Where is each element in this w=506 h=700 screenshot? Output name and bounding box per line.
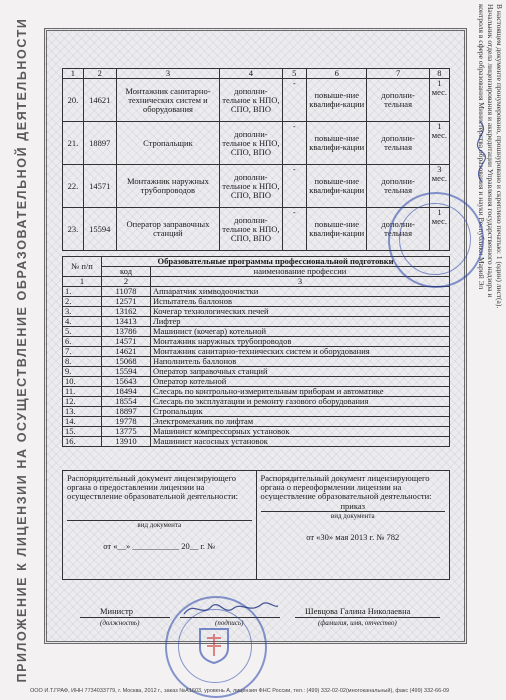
table-row bbox=[63, 377, 450, 387]
table-row bbox=[63, 367, 450, 377]
row-cell-code: 15594 bbox=[83, 208, 116, 251]
header-cell: 8 bbox=[429, 69, 449, 79]
name-caption: (фамилия, имя, отчество) bbox=[318, 619, 397, 627]
handwritten-signature-icon bbox=[180, 598, 280, 620]
issue-document-type bbox=[67, 511, 252, 521]
row-cell-n: 21. bbox=[63, 122, 84, 165]
row-cell-n: 15. bbox=[63, 427, 102, 437]
row-cell-name: Монтажник санитарно-технических систем и оборудования bbox=[116, 79, 220, 122]
row-cell-name: Монтажник наружных трубопроводов bbox=[151, 337, 450, 347]
row-cell-name: Слесарь по эксплуатации и ремонту газового оборудования bbox=[151, 397, 450, 407]
table-title: Образовательные программы профессиональной подготовки bbox=[102, 257, 450, 267]
header-cell: 1 bbox=[63, 69, 84, 79]
reissue-document-date: от «30» мая 2013 г. № 782 bbox=[306, 532, 400, 542]
vocational-programs-table bbox=[62, 256, 450, 447]
row-cell-n: 14. bbox=[63, 417, 102, 427]
table-row bbox=[63, 317, 450, 327]
row-cell-name: Оператор заправочных станций bbox=[116, 208, 220, 251]
row-cell-code: 15594 bbox=[102, 367, 151, 377]
table-row bbox=[63, 417, 450, 427]
license-documents-table bbox=[62, 470, 450, 580]
table-row bbox=[63, 307, 450, 317]
table-subheader-row bbox=[63, 267, 450, 277]
row-cell-kind: повыше-ние квалифи-кации bbox=[307, 208, 367, 251]
table-row bbox=[63, 79, 450, 122]
issue-document-cell bbox=[63, 471, 257, 580]
position-line bbox=[80, 617, 170, 618]
row-cell-n: 4. bbox=[63, 317, 102, 327]
table-row bbox=[63, 397, 450, 407]
reissue-document-text: Распорядительный документ лицензирующего органа о переоформлении лицензии на осуществление образовательной деятельности: bbox=[260, 473, 432, 501]
row-cell-name: Монтажник наружных трубопроводов bbox=[116, 165, 220, 208]
row-cell-code: 14621 bbox=[83, 79, 116, 122]
row-cell-code: 13775 bbox=[102, 427, 151, 437]
table-row bbox=[63, 471, 450, 580]
row-cell-name: Машинист (кочегар) котельной bbox=[151, 327, 450, 337]
table-row bbox=[63, 427, 450, 437]
row-cell-n: 23. bbox=[63, 208, 84, 251]
row-cell-c5: - bbox=[282, 79, 307, 122]
row-cell-n: 6. bbox=[63, 337, 102, 347]
printer-footer: ООО И.Т.ГРАФ, ИНН 7734033779, г. Москва, 2012 г., заказ №А1603, уровень А, лицензия ФНС России, тел.: (499) 332-02-02(многоканальный), факс (499) 332-66-09 bbox=[30, 688, 450, 694]
row-cell-n: 13. bbox=[63, 407, 102, 417]
table-header-row bbox=[63, 69, 450, 79]
row-cell-edu: дополни-тельное к НПО, СПО, ВПО bbox=[220, 122, 282, 165]
row-cell-n: 11. bbox=[63, 387, 102, 397]
row-cell-code: 18897 bbox=[83, 122, 116, 165]
row-cell-c5: - bbox=[282, 122, 307, 165]
row-cell-n: 16. bbox=[63, 437, 102, 447]
row-cell-kind: повыше-ние квалифи-кации bbox=[307, 165, 367, 208]
row-cell-name: Монтажник санитарно-технических систем и оборудования bbox=[151, 347, 450, 357]
certification-signature-icon bbox=[462, 118, 498, 188]
table-row bbox=[63, 297, 450, 307]
row-cell-form: дополни-тельная bbox=[367, 79, 429, 122]
row-cell-name: Аппаратчик химводоочистки bbox=[151, 287, 450, 297]
row-cell-code: 13910 bbox=[102, 437, 151, 447]
row-cell-c5: - bbox=[282, 165, 307, 208]
official-seal-stamp-inner bbox=[399, 203, 471, 275]
row-cell-code: 18494 bbox=[102, 387, 151, 397]
row-cell-edu: дополни-тельное к НПО, СПО, ВПО bbox=[220, 79, 282, 122]
index-cell: 3 bbox=[151, 277, 450, 287]
table-row bbox=[63, 437, 450, 447]
table-row bbox=[63, 287, 450, 297]
row-cell-n: 3. bbox=[63, 307, 102, 317]
row-cell-n: 1. bbox=[63, 287, 102, 297]
table-index-row bbox=[63, 277, 450, 287]
row-cell-name: Стропальщик bbox=[151, 407, 450, 417]
right-margin-note-text: В настоящем документе пронумеровано, прошнуровано и скреплено печатью: 1 (один) лист(а). Начальник отдела лицензирования и аккредитации Управления государственного надзора и контроля в сфере образования Министерства образования и науки Республики Марий Эл bbox=[477, 4, 504, 309]
header-cell: 3 bbox=[116, 69, 220, 79]
row-cell-n: 2. bbox=[63, 297, 102, 307]
row-cell-form: дополни-тельная bbox=[367, 208, 429, 251]
row-cell-code: 15643 bbox=[102, 377, 151, 387]
row-cell-term: 1 мес. bbox=[429, 79, 449, 122]
header-cell: 5 bbox=[282, 69, 307, 79]
row-cell-c5: - bbox=[282, 208, 307, 251]
row-cell-n: 9. bbox=[63, 367, 102, 377]
table-row bbox=[63, 347, 450, 357]
row-cell-term: 1 мес. bbox=[429, 122, 449, 165]
index-cell: 1 bbox=[63, 277, 102, 287]
position-caption: (должность) bbox=[100, 619, 140, 627]
sidebar-vertical-title bbox=[0, 0, 44, 700]
row-cell-code: 18554 bbox=[102, 397, 151, 407]
table-row bbox=[63, 337, 450, 347]
table-row bbox=[63, 165, 450, 208]
issue-document-text: Распорядительный документ лицензирующего органа о предоставлении лицензии на осуществление образовательной деятельности: bbox=[67, 473, 239, 501]
header-cell: 6 bbox=[307, 69, 367, 79]
row-cell-n: 10. bbox=[63, 377, 102, 387]
row-cell-code: 11078 bbox=[102, 287, 151, 297]
row-cell-code: 18897 bbox=[102, 407, 151, 417]
row-cell-form: дополни-тельная bbox=[367, 122, 429, 165]
row-cell-kind: повыше-ние квалифи-кации bbox=[307, 122, 367, 165]
issue-document-date: от «__» ___________ 20__ г. № bbox=[103, 541, 216, 551]
row-cell-n: 7. bbox=[63, 347, 102, 357]
table-row bbox=[63, 122, 450, 165]
row-cell-name: Кочегар технологических печей bbox=[151, 307, 450, 317]
reissue-document-type: приказ bbox=[261, 502, 446, 512]
sidebar-title-text: ПРИЛОЖЕНИЕ К ЛИЦЕНЗИИ НА ОСУЩЕСТВЛЕНИЕ ОБРАЗОВАТЕЛЬНОЙ ДЕЯТЕЛЬНОСТИ bbox=[15, 17, 29, 683]
header-cell: 7 bbox=[367, 69, 429, 79]
row-cell-name: Машинист компрессорных установок bbox=[151, 427, 450, 437]
row-cell-name: Испытатель баллонов bbox=[151, 297, 450, 307]
row-cell-kind: повыше-ние квалифи-кации bbox=[307, 79, 367, 122]
row-cell-name: Слесарь по контрольно-измерительным приборам и автоматике bbox=[151, 387, 450, 397]
row-cell-code: 13162 bbox=[102, 307, 151, 317]
row-cell-code: 13413 bbox=[102, 317, 151, 327]
row-cell-term: 1 мес. bbox=[429, 208, 449, 251]
row-cell-name: Наполнитель баллонов bbox=[151, 357, 450, 367]
row-cell-edu: дополни-тельное к НПО, СПО, ВПО bbox=[220, 165, 282, 208]
signature-caption: (подпись) bbox=[215, 619, 244, 627]
signer-name: Шевцова Галина Николаевна bbox=[305, 606, 411, 616]
row-cell-n: 12. bbox=[63, 397, 102, 407]
row-cell-n: 5. bbox=[63, 327, 102, 337]
table-row bbox=[63, 327, 450, 337]
row-cell-name: Оператор заправочных станций bbox=[151, 367, 450, 377]
col-name-header: наименование профессии bbox=[151, 267, 450, 277]
row-cell-form: дополни-тельная bbox=[367, 165, 429, 208]
reissue-document-cell bbox=[256, 471, 450, 580]
coat-of-arms-icon bbox=[196, 626, 232, 664]
row-cell-code: 13786 bbox=[102, 327, 151, 337]
row-cell-name: Электромеханик по лифтам bbox=[151, 417, 450, 427]
table-row bbox=[63, 407, 450, 417]
row-cell-code: 12571 bbox=[102, 297, 151, 307]
row-cell-edu: дополни-тельное к НПО, СПО, ВПО bbox=[220, 208, 282, 251]
issue-document-caption: вид документа bbox=[137, 521, 182, 529]
row-cell-code: 15068 bbox=[102, 357, 151, 367]
col-num-header: № п/п bbox=[63, 257, 102, 277]
index-cell: 2 bbox=[102, 277, 151, 287]
header-cell: 4 bbox=[220, 69, 282, 79]
row-cell-n: 22. bbox=[63, 165, 84, 208]
row-cell-term: 3 мес. bbox=[429, 165, 449, 208]
reissue-document-caption: вид документа bbox=[330, 512, 375, 520]
table-row bbox=[63, 357, 450, 367]
row-cell-code: 14571 bbox=[102, 337, 151, 347]
table-row bbox=[63, 387, 450, 397]
row-cell-n: 8. bbox=[63, 357, 102, 367]
row-cell-code: 14621 bbox=[102, 347, 151, 357]
row-cell-name: Стропальщик bbox=[116, 122, 220, 165]
row-cell-name: Лифтер bbox=[151, 317, 450, 327]
header-cell: 2 bbox=[83, 69, 116, 79]
name-line bbox=[295, 617, 440, 618]
signer-position: Министр bbox=[100, 606, 134, 616]
row-cell-name: Машинист насосных установок bbox=[151, 437, 450, 447]
row-cell-code: 14571 bbox=[83, 165, 116, 208]
row-cell-n: 20. bbox=[63, 79, 84, 122]
row-cell-name: Оператор котельной bbox=[151, 377, 450, 387]
row-cell-code: 19778 bbox=[102, 417, 151, 427]
col-code-header: код bbox=[102, 267, 151, 277]
